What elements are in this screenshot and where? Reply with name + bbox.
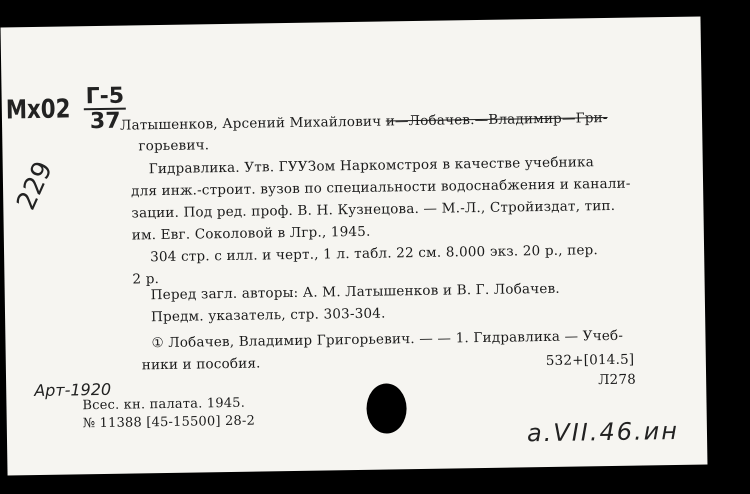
shelf-mark: Мх02 (5, 94, 71, 126)
shelf-fraction-bottom: 37 (89, 108, 121, 135)
body-line: Гидравлика. Утв. ГУУЗом Наркомстроя в качестве учебника (148, 154, 595, 178)
heading-struck-text: и—Лобачев.—Владимир—Гри- (385, 110, 608, 130)
body-line: Перед загл. авторы: А. М. Латышенков и В. Г. Лобачев. (150, 280, 560, 304)
classification-index: 532+[014.5] (545, 351, 635, 370)
tracing-line: ① Лобачев, Владимир Григорьевич. — — 1. Гидравлика — Учеб- (151, 327, 624, 352)
tracing-continuation: ники и пособия. (141, 355, 261, 374)
heading-author: Латышенков, Арсений Михайлович (119, 113, 382, 134)
shelf-fraction-top: Г-5 (83, 86, 126, 111)
bottom-handwriting: а.VII.46.ин (526, 416, 680, 448)
body-line: 304 стр. с илл. и черт., 1 л. табл. 22 см. 8.000 экз. 20 р., пер. (150, 242, 599, 266)
body-line: зации. Под ред. проф. В. Н. Кузнецова. — М.-Л., Стройиздат, тип. (131, 197, 616, 222)
punch-hole (366, 383, 407, 434)
chamber-number: № 11388 [45-15500] 28-2 (82, 413, 256, 432)
body-line: 2 р. (132, 271, 160, 288)
left-handwritten-stamp: Арт-1920 (34, 379, 112, 401)
chamber-line: Всес. кн. палата. 1945. (82, 395, 246, 414)
body-line: для инж.-строит. вузов по специальности водоснабжения и канали- (130, 175, 631, 200)
heading-continuation: горьевич. (138, 137, 210, 155)
side-handwritten-note: 229 (11, 157, 59, 215)
body-line: Предм. указатель, стр. 303-304. (150, 305, 386, 326)
body-line: им. Евг. Соколовой в Лгр., 1945. (131, 223, 371, 244)
heading-line (120, 110, 608, 134)
author-mark: Л278 (598, 371, 637, 389)
catalog-card (1, 17, 708, 476)
